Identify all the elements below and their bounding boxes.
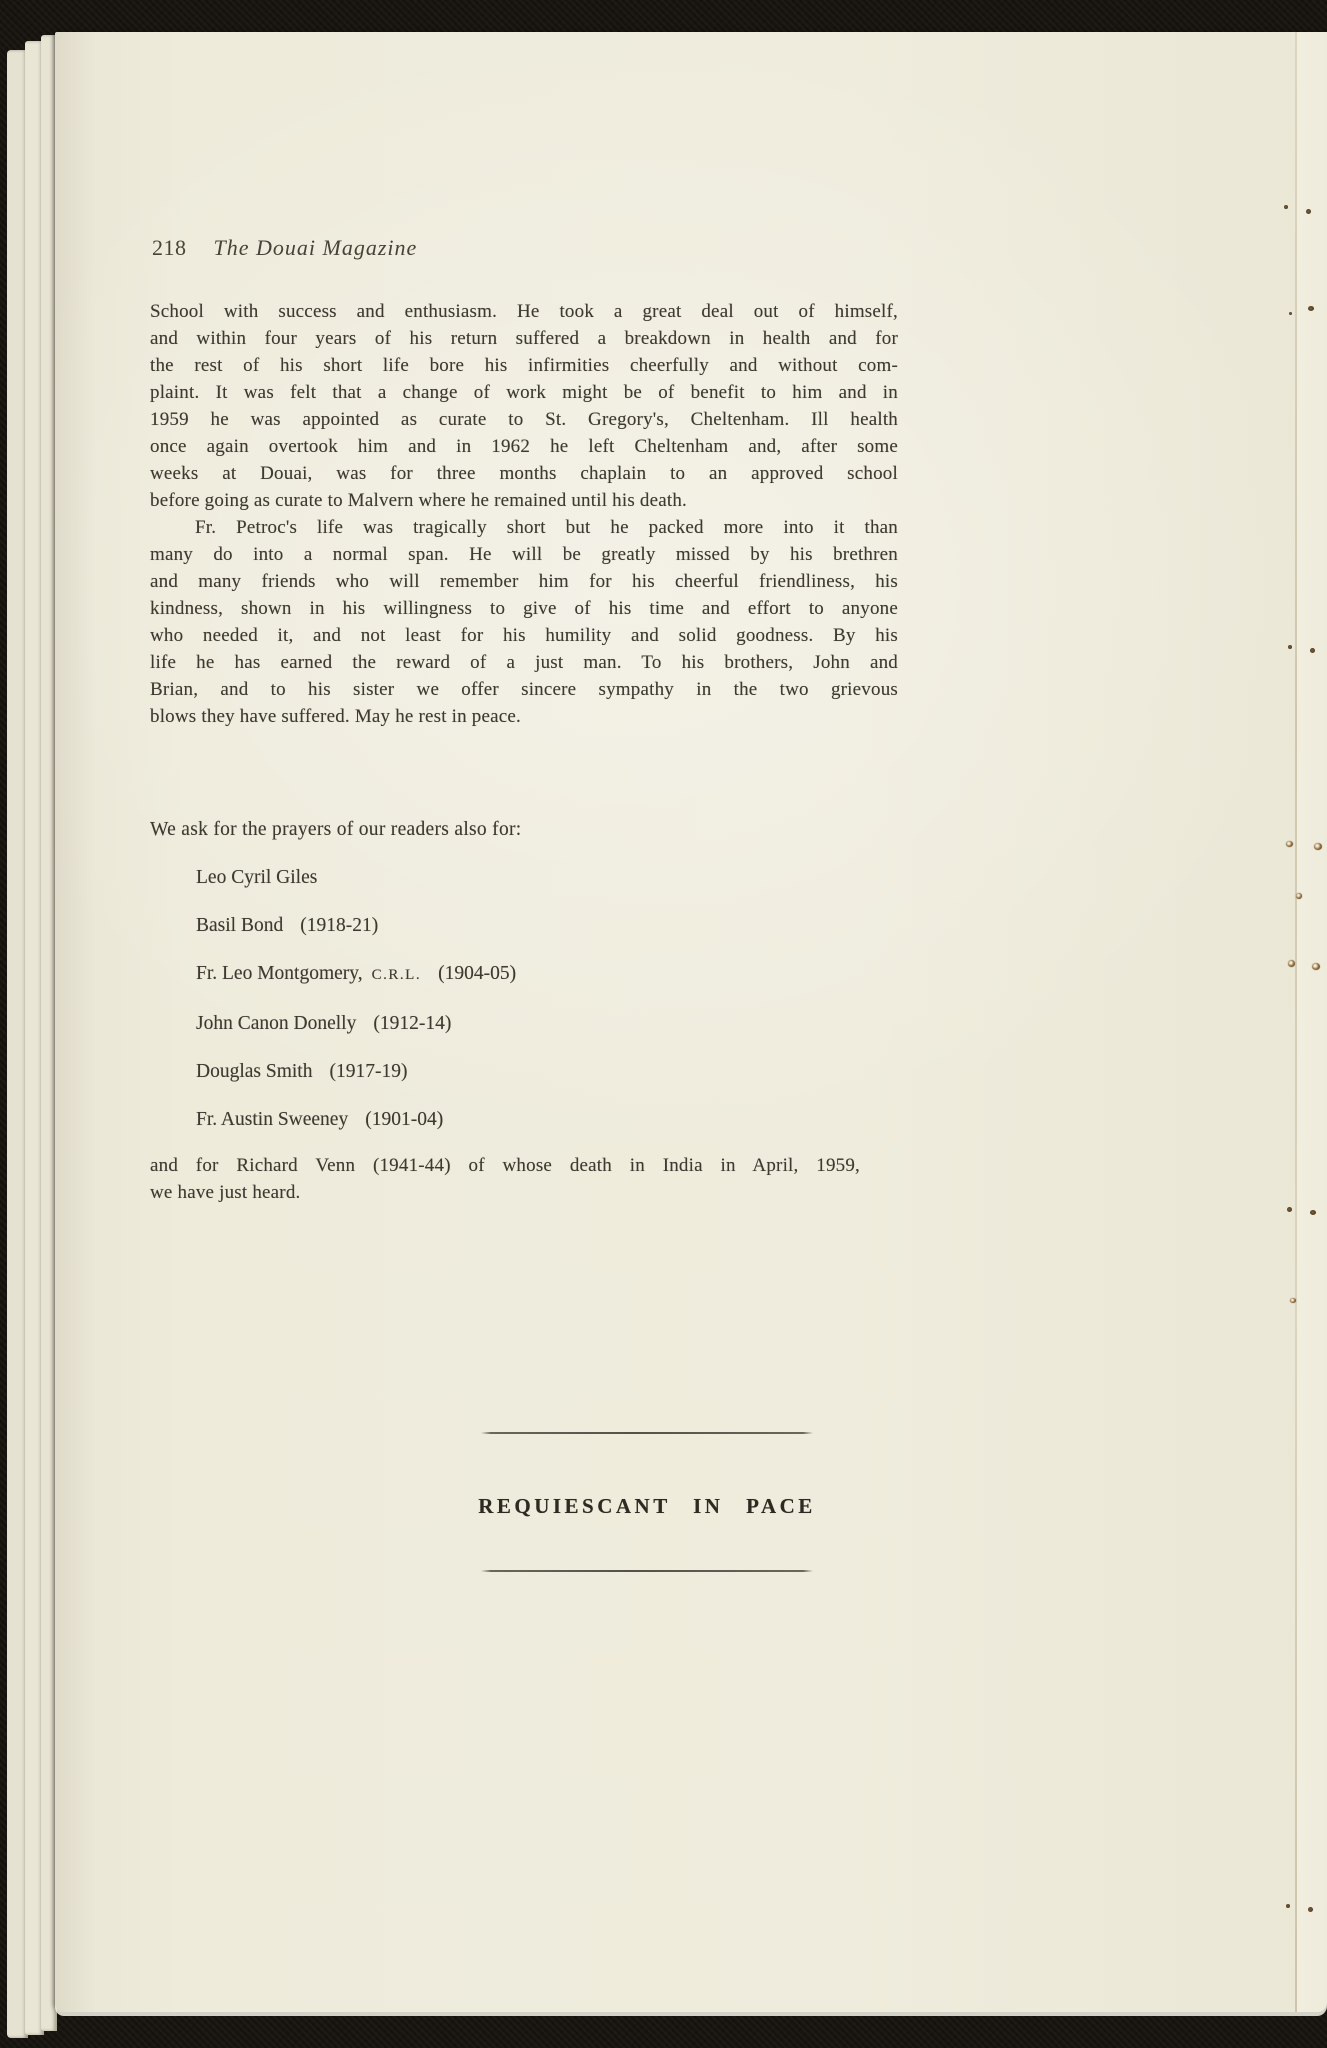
obituary-text-line: once again overtook him and in 1962 he left Cheltenham and, after some: [150, 436, 898, 457]
obituary-text-line: the rest of his short life bore his infirmities cheerfully and without com-: [150, 355, 898, 376]
running-header: [152, 233, 417, 263]
prayer-years: (1901-04): [365, 1109, 444, 1130]
closing-text-line: and for Richard Venn (1941-44) of whose death in India in April, 1959,: [150, 1155, 860, 1176]
closing-text-line: we have just heard.: [150, 1182, 301, 1203]
adjacent-page-edge: [1297, 32, 1327, 2012]
wormhole: [1288, 960, 1295, 967]
obituary-text-line: and within four years of his return suffered a breakdown in health and for: [150, 328, 898, 349]
ink-speck: [1308, 306, 1314, 311]
ink-speck: [1306, 209, 1311, 214]
obituary-text-line: kindness, shown in his willingness to give of his time and effort to anyone: [150, 598, 898, 619]
page-number: 218: [152, 235, 187, 260]
prayer-name-item: [196, 1010, 516, 1037]
requiescant-heading: REQUIESCANT IN PACE: [478, 1494, 816, 1518]
obituary-text-line: before going as curate to Malvern where he remained until his death.: [150, 490, 687, 511]
postnominal-letters: C.R.L.: [371, 967, 422, 983]
prayer-name-item: [196, 1058, 516, 1085]
divider-rule-bottom: [481, 1570, 813, 1572]
prayer-name-item: [196, 912, 516, 939]
magazine-title: The Douai Magazine: [213, 235, 418, 260]
obituary-paragraph-1: [150, 298, 898, 514]
ink-speck: [1284, 205, 1288, 209]
prayer-years: (1917-19): [329, 1061, 408, 1082]
wormhole: [1312, 963, 1320, 970]
prayer-name: Douglas Smith: [196, 1061, 313, 1082]
ink-speck: [1287, 1207, 1292, 1212]
prayer-name-item: [196, 1106, 516, 1133]
prayer-name: Fr. Leo Montgomery,: [196, 963, 363, 984]
obituary-paragraph-2: [150, 514, 898, 730]
prayer-years: (1918-21): [300, 915, 379, 936]
ink-speck: [1286, 1904, 1290, 1908]
prayer-years: (1904-05): [438, 963, 517, 984]
prayer-name: John Canon Donelly: [196, 1013, 357, 1034]
ink-speck: [1289, 312, 1292, 315]
obituary-text-line: weeks at Douai, was for three months chaplain to an approved school: [150, 463, 898, 484]
obituary-text-line: 1959 he was appointed as curate to St. Gregory's, Cheltenham. Ill health: [150, 409, 898, 430]
obituary-text-line: who needed it, and not least for his humility and solid goodness. By his: [150, 625, 898, 646]
obituary-text-line: plaint. It was felt that a change of work might be of benefit to him and in: [150, 382, 898, 403]
obituary-text-line: life he has earned the reward of a just man. To his brothers, John and: [150, 652, 898, 673]
ink-speck: [1310, 1210, 1316, 1215]
obituary-text-line: Brian, and to his sister we offer sincere sympathy in the two grievous: [150, 679, 898, 700]
wormhole: [1290, 1298, 1296, 1303]
obituary-text-line: many do into a normal span. He will be greatly missed by his brethren: [150, 544, 898, 565]
obituary-text-line: blows they have suffered. May he rest in peace.: [150, 706, 521, 727]
prayer-name-item: [196, 864, 516, 891]
wormhole: [1296, 893, 1302, 899]
ink-speck: [1308, 1907, 1313, 1912]
prayer-name: Basil Bond: [196, 915, 284, 936]
prayers-intro: We ask for the prayers of our readers also for:: [150, 819, 522, 840]
prayers-names-list: [196, 864, 516, 1154]
book-page: [55, 32, 1327, 2012]
wormhole: [1286, 841, 1293, 847]
obituary-text-line: and many friends who will remember him for his cheerful friendliness, his: [150, 571, 898, 592]
divider-rule-top: [481, 1432, 813, 1434]
obituary-text: [150, 298, 898, 730]
prayer-name: Fr. Austin Sweeney: [196, 1109, 349, 1130]
obituary-text-line: Fr. Petroc's life was tragically short but he packed more into it than: [195, 517, 898, 538]
prayers-closing-paragraph: [150, 1152, 860, 1206]
ink-speck: [1310, 648, 1315, 653]
prayer-name: Leo Cyril Giles: [196, 867, 318, 888]
ink-speck: [1288, 645, 1292, 649]
prayer-years: (1912-14): [373, 1013, 452, 1034]
obituary-text-line: School with success and enthusiasm. He took a great deal out of himself,: [150, 301, 898, 322]
prayer-name-item: [196, 960, 516, 989]
wormhole: [1314, 843, 1322, 850]
